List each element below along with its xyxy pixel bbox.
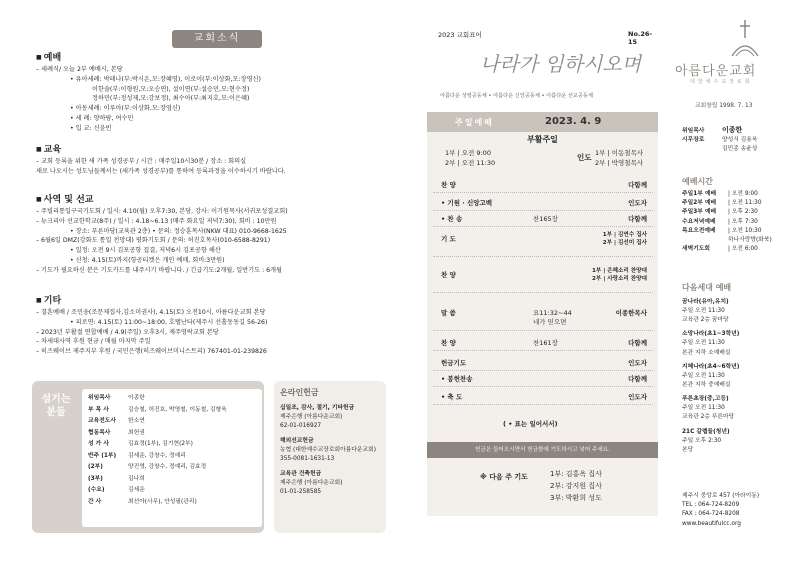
schedule-time: | 오전 9:00 [728, 191, 758, 197]
order-leader [628, 374, 647, 383]
order-item: 찬 양 [441, 271, 456, 279]
order-leader-line: 다함께 [628, 339, 647, 347]
church-motto: 나라가 임하시오며 [480, 52, 641, 76]
nextgen-title: 다음세대 예배 [682, 283, 732, 292]
pastor-info [682, 126, 794, 155]
schedule-time: | 오전 10:30 [728, 227, 762, 234]
worship-line: • 유아세례: 박레나(부:박시온,모:장혜영), 이로이(부:이상화,모:장영신) [70, 75, 261, 83]
schedule-time: | 오후 7:30 [728, 218, 758, 225]
worship-header [427, 112, 658, 132]
education-line: 새로 나오시는 성도님들께서는 (새가족 성경공부)를 통하여 등록과정을 이수하시기 바랍니다. [36, 167, 286, 175]
worship-section [36, 50, 386, 134]
nextgen-time: 주일 오전 11:30 [682, 405, 725, 412]
order-detail-line: 네가 믿으면 [533, 318, 567, 326]
schedule-time: 하나사랑방(화북) [728, 237, 772, 244]
worship-title: 주일예배 [455, 118, 494, 127]
minister-names: 양진영, 강창수, 정예리, 김효정 [128, 464, 207, 470]
nextgen-group: 21C 갈렙들(청년) [682, 428, 730, 435]
order-leader-line: 인도자 [628, 359, 647, 367]
schedule-label: 수요저녁예배 [682, 218, 716, 225]
nextgen-section [682, 282, 794, 455]
minister-row [88, 462, 256, 474]
mission-section [36, 192, 386, 276]
order-leader [628, 214, 647, 223]
nextgen-time: 주일 오전 11:30 [682, 308, 725, 314]
offering-note: 헌금은 들어오시면서 헌금함에 기도하시고 넣어 주세요. [427, 442, 658, 458]
order-detail [533, 338, 558, 347]
order-leader-line: 이종한목사 [615, 309, 647, 317]
schedule-label: 주일2부 예배 [682, 200, 717, 207]
schedule-label: 목요오전예배 [682, 227, 716, 234]
offering-account: 01-01-258585 [280, 489, 322, 495]
divider [433, 226, 653, 227]
minister-row [88, 485, 256, 497]
next-prayer: 1부: 김홍옥 집사 [550, 470, 602, 478]
etc-line: – 2023년 부활절 연합예배 / 4.9(주일) 오후3시, 제주영락교회 본당 [36, 328, 219, 336]
worship-line: 정하민(부:정성제,모:강보정), 최수아(부:최지호,모:이은혜) [92, 95, 250, 103]
minister-role: 교육전도사 [88, 418, 116, 424]
occasion: 부활주일 [527, 135, 558, 144]
minister-names: 김세운, 강창수, 정예리 [128, 452, 186, 459]
mission-line: – 기도가 필요하신 분은 기도카드를 내주시기 바랍니다. / 긴급기도:2개월, 일반기도 : 6개월 [36, 266, 283, 274]
mission-line: • 신청: 4.15(토)까지(항공티켓은 개인 예매, 회비:3만원) [70, 256, 225, 264]
minister-row [88, 474, 256, 486]
schedule-time: | 오전 6:00 [728, 246, 758, 253]
nextgen-place: 교육관 2층 푸른마당 [682, 414, 735, 421]
issue-number: No.26-15 [628, 30, 653, 46]
nextgen-place: 본관 지하 소예배실 [682, 349, 731, 356]
etc-line: – 차세대사역 후원 현금 / 매월 마지막 주일 [36, 338, 151, 346]
order-item: 찬 양 [441, 339, 456, 347]
offering-type: 교육관 건축헌금 [280, 471, 322, 477]
minister-row [88, 497, 256, 509]
next-week-prayers [550, 468, 602, 504]
order-leader-line: 1부 | 김연수 집사 [602, 232, 647, 238]
mission-line: • 장소: 푸른마당(교육관 2층) • 문의: 정승훈목사(NKW 대표) 010-9668-1625 [70, 227, 287, 235]
offering-type: 해외선교헌금 [280, 438, 314, 444]
schedule-section [682, 176, 794, 254]
church-tagline: 아름다운 성령공동체 • 아름다운 신앙공동체 • 아름다운 선교공동체 [440, 93, 593, 99]
order-leader-line: 다함께 [628, 375, 647, 383]
mission-line: – 주빌리통일구국기도회 / 일시: 4.10(월) 오후7:30, 본당, 강사: 이기원목사(서귀포성결교회) [36, 208, 288, 215]
minister-role: 위임목사 [88, 395, 111, 401]
ministers-box [32, 381, 264, 533]
order-leader-line: 다함께 [628, 215, 647, 223]
ministers-title: 섬기는 분들 [41, 394, 71, 418]
worship-line: – 세례식/ 오늘 2부 예배시, 본당 [36, 66, 123, 73]
leaders [595, 148, 643, 168]
service-time: 2부 | 오전 11:30 [445, 159, 496, 167]
divider [433, 330, 653, 331]
church-news-header: 교회소식 [172, 30, 262, 48]
contact-fax: FAX : 064-724-8208 [682, 511, 740, 518]
contact-address: 제주시 중앙로 457 (아라이동) [682, 493, 760, 499]
order-detail [533, 214, 558, 223]
worship-line: 이한솔(부:이형원,모:오승연), 설이연(부:설승민,모:현수정) [92, 85, 250, 93]
founded-date: 교회창립 1998. 7. 13 [695, 103, 753, 109]
offering-title: 온라인헌금 [280, 388, 319, 397]
minister-role: (수요) [88, 487, 105, 493]
minister-names: 김승철, 허진호, 박영철, 이동철, 김형욱 [128, 406, 227, 413]
mission-line: • 일정: 오전 9시 김포공항 집결, 저녁6시 김포공항 해산 [70, 247, 221, 255]
schedule-time: | 오전 11:30 [728, 200, 762, 207]
order-leader-line: 인도자 [628, 199, 647, 207]
nextgen-list [682, 298, 794, 455]
schedule-row [682, 227, 794, 236]
nextgen-group: 꿈나라(유아,유치) [682, 299, 729, 305]
order-leader [628, 338, 647, 347]
minister-role: (2부) [88, 464, 103, 470]
minister-row [88, 428, 256, 440]
order-leader [616, 308, 647, 317]
minister-role: 반주 (1부) [88, 452, 117, 459]
mission-line: – 뉴크리아 선교한학교(8주) / 일시 : 4.18~6.13 (매주 화요일 저녁7:30), 회비 : 10만원 [36, 217, 277, 225]
contact-tel: TEL : 064-724-8209 [682, 502, 740, 509]
offering-block [280, 404, 380, 431]
schedule-label: 새벽기도회 [682, 246, 710, 253]
schedule-row [682, 245, 794, 254]
offering-account: 355-0081-1631-13 [280, 456, 335, 462]
next-prayer: 3부: 박환희 성도 [550, 494, 602, 502]
schedule-label: 주일1부 예배 [682, 191, 717, 197]
schedule-row [682, 208, 794, 217]
order-leader [628, 198, 647, 207]
schedule-time: | 오후 2:30 [728, 209, 758, 216]
divider [433, 404, 653, 405]
minister-role: 간 사 [88, 498, 102, 505]
nextgen-place: 본당 [682, 446, 694, 453]
worship-line: • 세 례: 양하람, 여수민 [70, 114, 134, 122]
contact-info [682, 492, 794, 529]
schedule-label: 주일3부 예배 [682, 209, 717, 216]
education-line: – 교회 등록을 위한 새 가족 성경공부 / 시간 : 매주일10시30분 / 장소 : 회의실 [36, 158, 247, 165]
order-item: 헌금기도 [441, 359, 467, 367]
online-offering-box [274, 381, 386, 533]
nextgen-time: 주일 오전 11:30 [682, 340, 725, 347]
education-title: ■ 교육 [36, 142, 386, 155]
motto-year: 2023 교회표어 [438, 31, 482, 39]
nextgen-place: 교육관 2층 꿈마당 [682, 317, 729, 324]
divider [433, 386, 653, 387]
church-denomination: 대한예수교장로회 [690, 79, 753, 85]
offering-type: 십일조, 감사, 절기, 기타헌금 [280, 405, 355, 411]
order-leader [603, 230, 647, 246]
order-item: • 찬 송 [441, 215, 463, 223]
minister-names: 한소연 [128, 418, 145, 424]
nextgen-group: 푸른초장(중,고등) [682, 396, 729, 403]
etc-line: – 결혼예배 / 조민웅(조문제집사,김소미권사), 4.15(토) 오전10시, 아름다운교회 본당 [36, 309, 266, 316]
order-item: • 축 도 [441, 393, 463, 401]
nextgen-group: 지혜나라(초4~6학년) [682, 363, 740, 370]
minister-role: 협동목사 [88, 429, 111, 436]
next-prayer: 2부: 강지원 집사 [550, 482, 602, 490]
minister-role: 부 목 사 [88, 406, 109, 413]
contact-website[interactable]: www.beautifulcc.org [682, 520, 741, 527]
etc-line: – 히즈웨이브 제주지부 후원 / 국민은행(히즈웨이브미니스트리) 767401-01-239826 [36, 348, 267, 356]
offering-account: 62-01-016927 [280, 423, 322, 429]
schedule-row [682, 190, 794, 199]
worship-line: • 입 교: 신윤빈 [70, 124, 112, 132]
worship-line: • 아동세례: 이루아(부:이상화,모:장영신) [70, 105, 181, 113]
minister-names: 최선아(사무), 안성필(관리) [128, 498, 197, 505]
order-leader-line: 다함께 [628, 181, 647, 189]
church-logo-icon [730, 18, 760, 58]
mission-title: ■ 사역 및 선교 [36, 192, 386, 205]
left-page [22, 0, 390, 566]
etc-line: • 피로연: 4.15(토) 11:00~18:00, 호텔난타(제주시 선흘동동길 56-26) [70, 318, 268, 326]
etc-section [36, 293, 386, 357]
order-leader-line: 1부 | 은혜소리 찬양대 [591, 268, 647, 274]
order-item: 기 도 [441, 235, 456, 243]
education-section [36, 142, 386, 177]
order-leader [628, 180, 647, 189]
divider [433, 350, 653, 351]
divider [433, 192, 653, 193]
mission-line: – 6월6일 DMZ(강화도 통일 전망대) 평화기도회 / 문의: 허진호목사(010-6588-8291) [36, 237, 271, 245]
order-item: 말 씀 [441, 309, 456, 317]
schedule-row [682, 199, 794, 208]
nextgen-place: 본관 지하 중예배실 [682, 382, 731, 389]
service-times [445, 148, 495, 168]
minister-row [88, 439, 256, 451]
order-leader-line: 인도자 [628, 393, 647, 401]
worship-title: ■ 예배 [36, 50, 386, 63]
leader-label: 인도 [577, 153, 592, 162]
stand-note: ( • 표는 일어서서) [503, 420, 558, 428]
order-detail-line: 요11:32~44 [533, 309, 572, 317]
minister-role: 성 가 사 [88, 441, 109, 447]
order-leader-line: 2부 | 김선미 집사 [602, 240, 647, 246]
minister-row [88, 405, 256, 417]
leader: 1부 | 이동철목사 [595, 149, 644, 157]
minister-names: 최헌권 [128, 429, 145, 436]
order-detail-line: 찬161장 [533, 339, 558, 347]
minister-row [88, 416, 256, 428]
nextgen-group: 소망나라(초1~3학년) [682, 331, 740, 338]
divider [433, 210, 653, 211]
offering-blocks [280, 404, 380, 497]
order-leader [628, 392, 647, 401]
minister-role: (3부) [88, 475, 103, 482]
elders: 양성식 김용욱 [722, 137, 758, 144]
church-name: 아름다운교회 [675, 64, 757, 79]
minister-names: 김세운 [128, 487, 145, 493]
offering-block [280, 470, 380, 497]
order-leader [592, 266, 647, 282]
right-page [420, 0, 800, 566]
schedule-row [682, 236, 794, 245]
next-week-label: ※ 다음 주 기도 [480, 473, 528, 481]
offering-bank: 농협 (대한예수교장로회아름다운교회) [280, 447, 376, 453]
service-time: 1부 | 오전 9:00 [445, 149, 491, 157]
minister-names: 김효정(1부), 김기현(2부) [128, 441, 193, 447]
leader: 2부 | 박영철목사 [595, 159, 644, 167]
pastor-label: 위임목사 [682, 128, 705, 134]
offering-block [280, 437, 380, 464]
order-item: 찬 양 [441, 181, 456, 189]
order-leader-line: 2부 | 사랑소리 찬양대 [591, 276, 647, 282]
offering-bank: 제주은행 (아름다운교회) [280, 414, 343, 420]
elders: 김민종 송윤상 [722, 146, 758, 153]
etc-title: ■ 기타 [36, 293, 386, 306]
divider [433, 370, 653, 371]
ministers-list [82, 389, 262, 527]
offering-bank: 제주은행 (아름다운교회) [280, 480, 343, 486]
order-item: • 봉헌찬송 [441, 375, 473, 383]
order-detail [533, 308, 572, 326]
minister-row [88, 393, 256, 405]
schedule-title: 예배시간 [682, 177, 713, 186]
nextgen-time: 주일 오전 11:30 [682, 372, 725, 379]
minister-names: 김나희 [128, 475, 145, 482]
divider [433, 256, 653, 257]
minister-row [88, 451, 256, 463]
order-item: • 기원 · 신앙고백 [441, 199, 493, 207]
order-leader [628, 358, 647, 367]
schedule-row [682, 218, 794, 227]
pastor-name: 이종한 [722, 126, 743, 134]
order-detail-line: 찬165장 [533, 215, 558, 223]
minister-names: 이종한 [128, 395, 145, 401]
elders-label: 시무장로 [682, 137, 705, 144]
worship-date: 2023. 4. 9 [545, 116, 602, 127]
divider [433, 292, 653, 293]
schedule-list [682, 190, 794, 254]
nextgen-time: 주일 오후 2:30 [682, 437, 722, 444]
